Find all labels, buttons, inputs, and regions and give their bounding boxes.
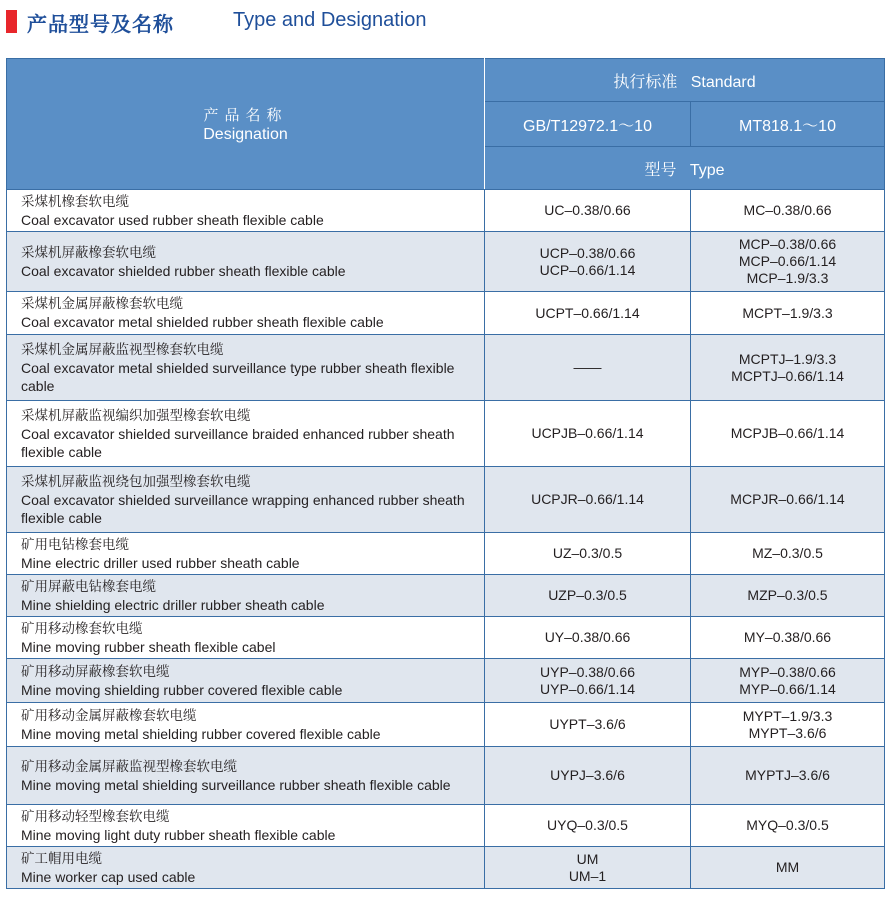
mt-type-code: MY–0.38/0.66 bbox=[743, 629, 832, 645]
gb-type-cell bbox=[485, 335, 691, 401]
standard-header-en: Standard bbox=[690, 73, 756, 91]
gb-type-code: UM bbox=[576, 850, 599, 867]
designation-cn: 矿用移动金属屏蔽监视型橡套软电缆 bbox=[21, 758, 237, 775]
designation-en: Mine electric driller used rubber sheath cable bbox=[21, 554, 300, 571]
designation-cn: 矿用移动橡套软电缆 bbox=[21, 620, 143, 637]
designation-cell bbox=[7, 232, 485, 292]
gb-type-code: UZ–0.3/0.5 bbox=[552, 545, 623, 561]
mt-type-code: MYPT–1.9/3.3 bbox=[742, 707, 833, 724]
gb-type-code: UYPJ–3.6/6 bbox=[550, 767, 625, 783]
mt-type-cell bbox=[691, 232, 885, 292]
table-row bbox=[7, 467, 885, 533]
gb-type-cell bbox=[485, 847, 691, 889]
gb-type-code: UCP–0.38/0.66 bbox=[539, 244, 636, 261]
title-chinese: 产品型号及名称 bbox=[27, 12, 174, 36]
designation-en: Mine moving shielding rubber covered flexible cable bbox=[21, 681, 343, 698]
table-row bbox=[7, 659, 885, 703]
designation-cn: 采煤机金属屏蔽橡套软电缆 bbox=[21, 296, 183, 312]
mt-type-code: MM bbox=[775, 859, 800, 875]
gb-type-code: UZP–0.3/0.5 bbox=[548, 587, 627, 603]
designation-cell bbox=[7, 703, 485, 747]
table-row bbox=[7, 292, 885, 335]
type-header bbox=[485, 147, 885, 190]
designation-header bbox=[7, 59, 485, 190]
mt-type-code: MYPT–3.6/6 bbox=[748, 724, 827, 741]
designation-cell bbox=[7, 575, 485, 617]
mt-type-code: MCPT–1.9/3.3 bbox=[742, 304, 833, 321]
gb-type-code: UC–0.38/0.66 bbox=[544, 202, 631, 218]
gb-type-code: UY–0.38/0.66 bbox=[544, 629, 631, 645]
type-header-en: Type bbox=[689, 161, 725, 179]
gb-type-cell bbox=[485, 617, 691, 659]
mt-type-cell bbox=[691, 401, 885, 467]
designation-cell bbox=[7, 335, 485, 401]
table-row bbox=[7, 401, 885, 467]
gb-type-code: UYPT–3.6/6 bbox=[549, 716, 626, 732]
designation-cell bbox=[7, 292, 485, 335]
standard-gb-header: GB/T12972.1～10 bbox=[485, 102, 691, 147]
designation-cn: 矿用移动轻型橡套软电缆 bbox=[21, 808, 170, 825]
gb-type-code: UYQ–0.3/0.5 bbox=[547, 817, 628, 833]
designation-cell bbox=[7, 467, 485, 533]
designation-en: Coal excavator shielded rubber sheath flexible cable bbox=[21, 262, 346, 279]
mt-type-code: MCP–1.9/3.3 bbox=[746, 270, 829, 286]
designation-en: Mine moving metal shielding surveillance rubber sheath flexible cable bbox=[21, 776, 451, 793]
table-row bbox=[7, 747, 885, 805]
gb-type-cell bbox=[485, 533, 691, 575]
designation-cell bbox=[7, 747, 485, 805]
mt-type-cell bbox=[691, 617, 885, 659]
mt-type-code: MYQ–0.3/0.5 bbox=[746, 817, 829, 833]
table-row bbox=[7, 703, 885, 747]
designation-cn: 采煤机屏蔽监视绕包加强型橡套软电缆 bbox=[21, 473, 251, 490]
designation-en: Mine shielding electric driller rubber sheath cable bbox=[21, 596, 325, 613]
designation-cell bbox=[7, 805, 485, 847]
designation-cn: 矿工帽用电缆 bbox=[21, 850, 102, 867]
gb-type-cell bbox=[485, 467, 691, 533]
designation-en: Coal excavator metal shielded surveillance type rubber sheath flexible cable bbox=[21, 359, 455, 394]
mt-type-code: MZ–0.3/0.5 bbox=[752, 545, 823, 561]
designation-header-en: Designation bbox=[203, 126, 288, 143]
mt-type-code: MCP–0.66/1.14 bbox=[738, 253, 837, 269]
gb-type-cell bbox=[485, 659, 691, 703]
title-marker bbox=[6, 10, 17, 33]
designation-cell bbox=[7, 401, 485, 467]
designation-en: Coal excavator shielded surveillance wrapping enhanced rubber sheath flexible cable bbox=[21, 491, 465, 526]
designation-cell bbox=[7, 190, 485, 232]
gb-type-cell bbox=[485, 190, 691, 232]
gb-type-cell bbox=[485, 747, 691, 805]
designation-en: Coal excavator shielded surveillance braided enhanced rubber sheath flexible cable bbox=[21, 425, 455, 460]
designation-cn: 采煤机橡套软电缆 bbox=[21, 193, 129, 210]
gb-type-code: UCP–0.66/1.14 bbox=[539, 261, 636, 278]
designation-en: Mine moving metal shielding rubber covered flexible cable bbox=[21, 725, 381, 742]
gb-type-code: UYP–0.38/0.66 bbox=[540, 663, 635, 680]
table-row bbox=[7, 847, 885, 889]
mt-type-code: MCPJR–0.66/1.14 bbox=[730, 491, 845, 507]
mt-type-code: MYP–0.66/1.14 bbox=[739, 680, 836, 697]
mt-type-cell bbox=[691, 190, 885, 232]
mt-type-code: MCPTJ–0.66/1.14 bbox=[731, 367, 844, 384]
gb-type-code: UM–1 bbox=[568, 867, 607, 884]
gb-type-cell bbox=[485, 401, 691, 467]
standard-header bbox=[485, 59, 885, 102]
mt-type-code: MZP–0.3/0.5 bbox=[747, 587, 828, 603]
mt-type-code: MC–0.38/0.66 bbox=[743, 202, 832, 218]
table-row bbox=[7, 335, 885, 401]
table-row bbox=[7, 533, 885, 575]
gb-type-code: UCPJB–0.66/1.14 bbox=[531, 425, 644, 441]
mt-type-cell bbox=[691, 467, 885, 533]
mt-type-cell bbox=[691, 703, 885, 747]
mt-type-cell bbox=[691, 747, 885, 805]
mt-type-code: MYPTJ–3.6/6 bbox=[745, 767, 830, 783]
mt-type-code: MCPTJ–1.9/3.3 bbox=[738, 350, 837, 367]
mt-type-cell bbox=[691, 575, 885, 617]
mt-type-cell bbox=[691, 335, 885, 401]
designation-cn: 矿用移动屏蔽橡套软电缆 bbox=[21, 663, 170, 680]
gb-type-code: UCPJR–0.66/1.14 bbox=[531, 491, 644, 507]
designation-en: Mine moving rubber sheath flexible cabel bbox=[21, 638, 276, 655]
designation-en: Coal excavator metal shielded rubber sheath flexible cable bbox=[21, 314, 384, 330]
designation-table bbox=[6, 58, 885, 889]
table-row bbox=[7, 232, 885, 292]
gb-type-cell bbox=[485, 805, 691, 847]
mt-type-cell bbox=[691, 533, 885, 575]
designation-cn: 采煤机屏蔽监视编织加强型橡套软电缆 bbox=[21, 407, 251, 424]
designation-en: Mine worker cap used cable bbox=[21, 868, 196, 885]
gb-type-cell bbox=[485, 232, 691, 292]
type-header-cn: 型号 bbox=[644, 159, 677, 179]
designation-cell bbox=[7, 847, 485, 889]
gb-type-code: —— bbox=[573, 359, 602, 375]
section-title bbox=[0, 7, 890, 37]
title-english: Type and Designation bbox=[233, 9, 427, 31]
designation-cell bbox=[7, 617, 485, 659]
designation-cn: 矿用屏蔽电钻橡套电缆 bbox=[21, 578, 156, 595]
table-row bbox=[7, 575, 885, 617]
gb-type-code: UCPT–0.66/1.14 bbox=[535, 304, 640, 321]
designation-cn: 矿用移动金属屏蔽橡套软电缆 bbox=[21, 707, 197, 724]
gb-type-cell bbox=[485, 292, 691, 335]
designation-cell bbox=[7, 533, 485, 575]
designation-cn: 采煤机屏蔽橡套软电缆 bbox=[21, 244, 156, 261]
designation-header-cn: 产品名称 bbox=[203, 106, 288, 124]
designation-en: Coal excavator used rubber sheath flexible cable bbox=[21, 211, 324, 228]
designation-cn: 矿用电钻橡套电缆 bbox=[21, 536, 129, 553]
designation-en: Mine moving light duty rubber sheath flexible cable bbox=[21, 826, 336, 843]
gb-type-code: UYP–0.66/1.14 bbox=[540, 680, 635, 697]
table-row bbox=[7, 805, 885, 847]
gb-type-cell bbox=[485, 575, 691, 617]
mt-type-cell bbox=[691, 292, 885, 335]
designation-cn: 采煤机金属屏蔽监视型橡套软电缆 bbox=[21, 341, 224, 358]
standard-header-cn: 执行标准 bbox=[613, 71, 678, 91]
mt-type-cell bbox=[691, 659, 885, 703]
mt-type-code: MCPJB–0.66/1.14 bbox=[730, 425, 845, 441]
table-row bbox=[7, 617, 885, 659]
mt-type-cell bbox=[691, 805, 885, 847]
mt-type-code: MYP–0.38/0.66 bbox=[739, 663, 836, 680]
mt-type-code: MCP–0.38/0.66 bbox=[738, 236, 837, 252]
standard-mt-header: MT818.1～10 bbox=[691, 102, 885, 147]
mt-type-cell bbox=[691, 847, 885, 889]
gb-type-cell bbox=[485, 703, 691, 747]
table-row bbox=[7, 190, 885, 232]
designation-cell bbox=[7, 659, 485, 703]
